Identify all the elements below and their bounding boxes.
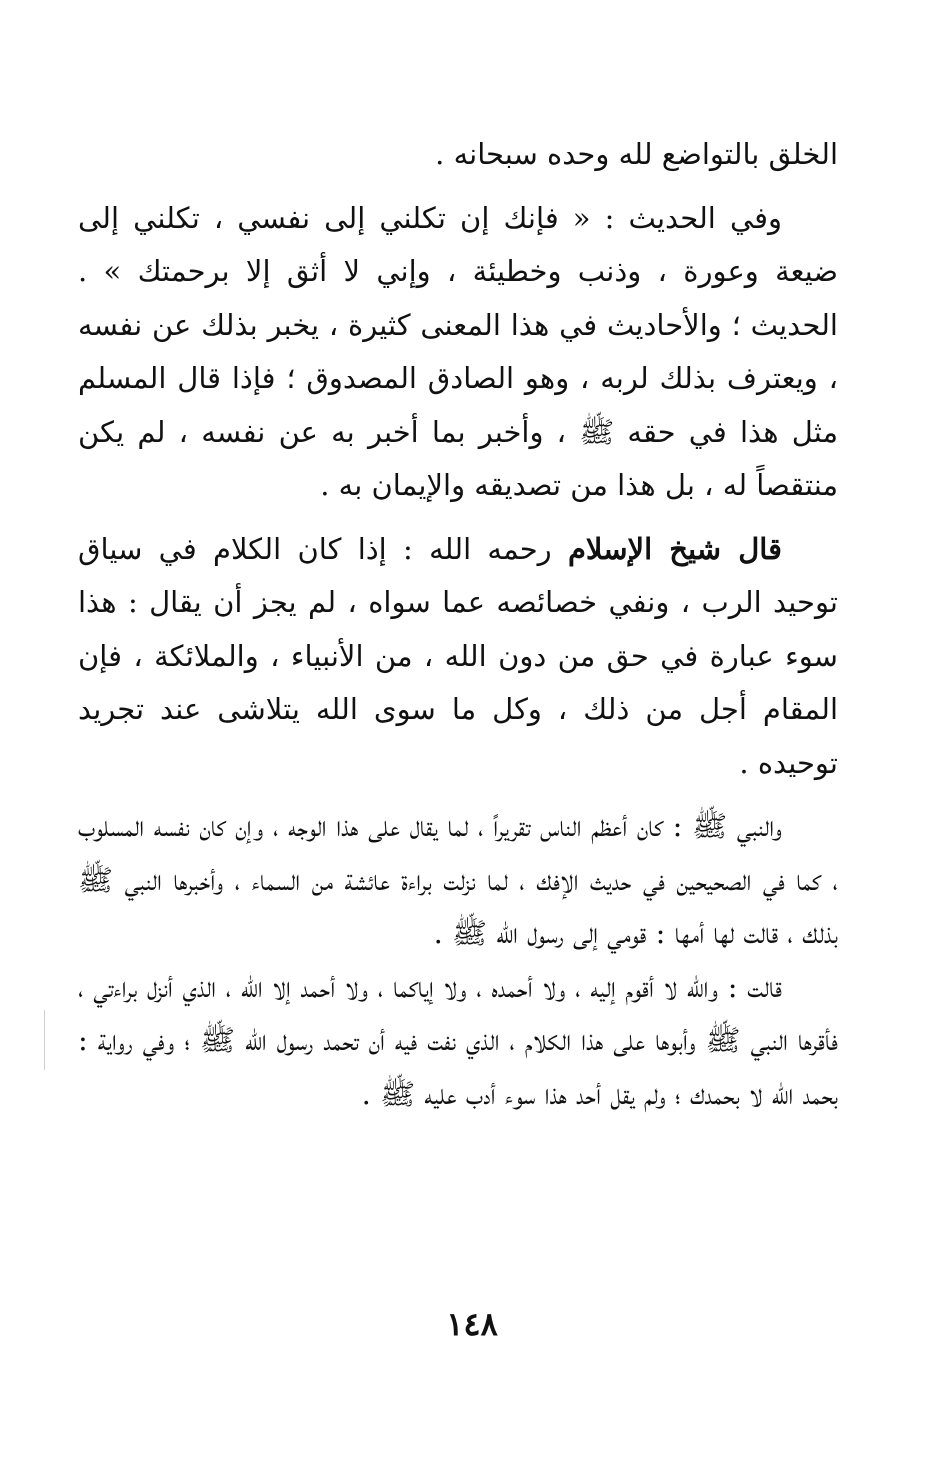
paragraph-3-bold-lead: قال شيخ الإسلام — [567, 531, 783, 566]
paragraph-3-text: رحمه الله : إذا كان الكلام في سياق توحيد الرب ، ونفي خصائصه عما سواه ، لم يجز أن يقال : هذا سوء عبارة في حق من دون الله ، من الأنبياء ، والملائكة ، فإن المقام أجل من ذلك ، وكل ما سوى الله يتلاشى عند تجريد توحيده . — [78, 531, 838, 780]
page-body — [78, 128, 838, 1121]
paragraph-2: وفي الحديث : « فإنك إن تكلني إلى نفسي ، تكلني إلى ضيعة وعورة ، وذنب وخطيئة ، وإني لا أثق إلا برحمتك » . الحديث ؛ والأحاديث في هذا المعنى كثيرة ، يخبر بذلك عن نفسه ، ويعترف بذلك لربه ، وهو الصادق المصدوق ؛ فإذا قال المسلم مثل هذا في حقه ﷺ ، وأخبر بما أخبر به عن نفسه ، لم يكن منتقصاً له ، بل هذا من تصديقه والإيمان به . — [78, 200, 838, 502]
paragraph-1: الخلق بالتواضع لله وحده سبحانه . — [435, 137, 838, 171]
page-number: ١٤٨ — [446, 1305, 498, 1343]
margin-rule — [44, 1010, 45, 1070]
paragraph-3 — [78, 523, 838, 791]
paragraph-5: قالت : والله لا أقوم إليه ، ولا أحمده ، ولا إياكما ، ولا أحمد إلا الله ، الذي أنزل براءتي ، فأقرها النبي ﷺ وأبوها على هذا الكلام ، الذي نفت فيه أن تحمد رسول الله ﷺ ؛ وفي رواية : بحمد الله لا بحمدك ؛ ولم يقل أحد هذا سوء أدب عليه ﷺ . — [78, 969, 838, 1111]
paragraph-4: والنبي ﷺ : كان أعظم الناس تقريراً ، لما يقال على هذا الوجه ، وإن كان نفسه المسلوب ، كما في الصحيحين في حديث الإفك ، لما نزلت براءة عائشة من السماء ، وأخبرها النبي ﷺ بذلك ، قالت لها أمها : قومي إلى رسول الله ﷺ . — [78, 809, 838, 950]
